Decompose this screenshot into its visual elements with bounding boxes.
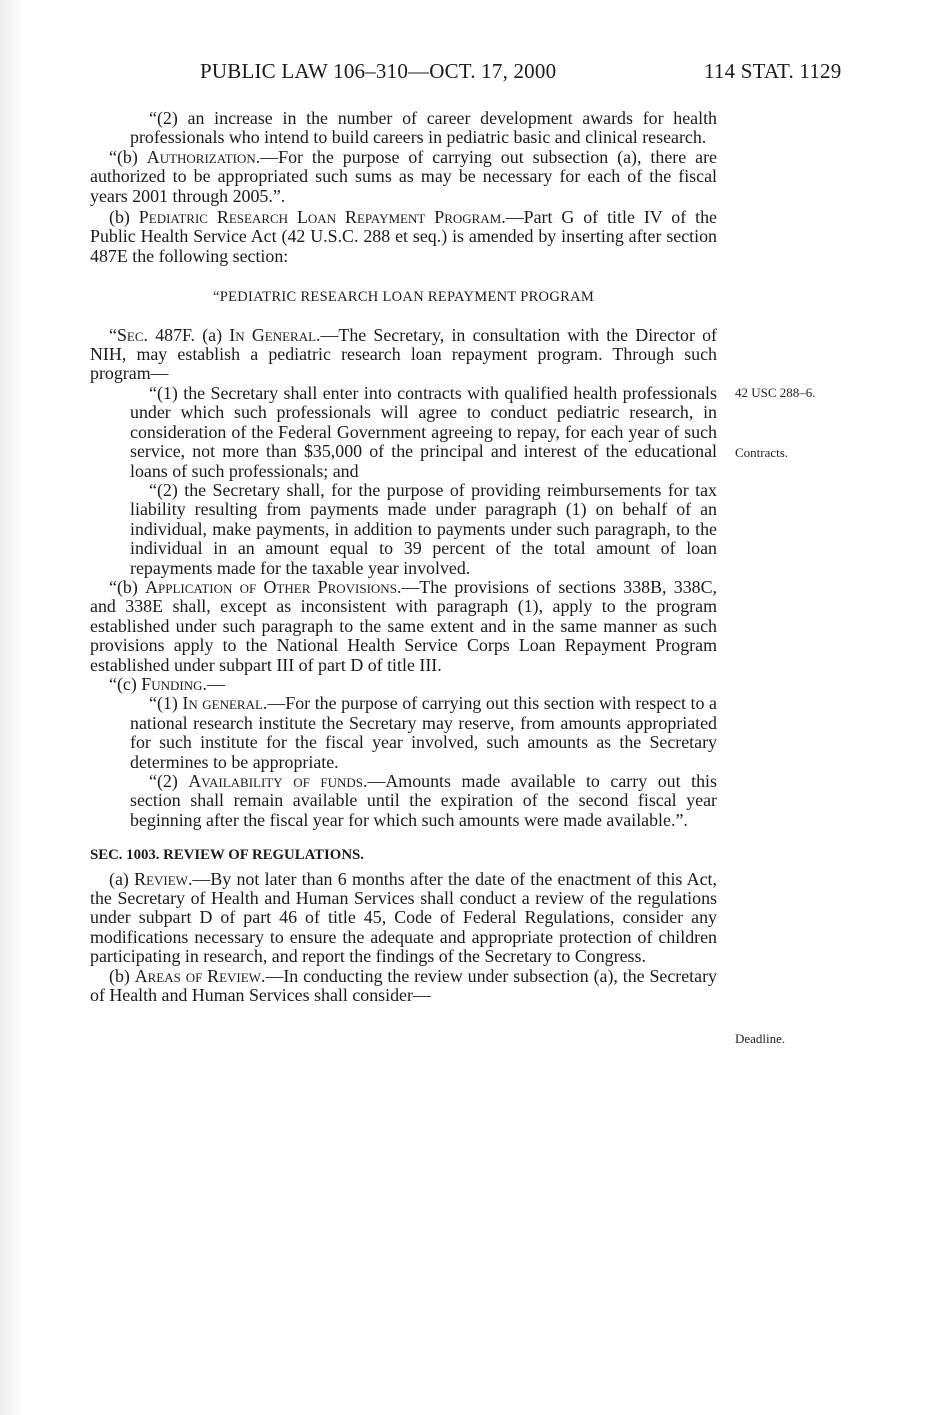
scan-edge-shadow bbox=[0, 0, 26, 1415]
paragraph-1-contracts: “(1) the Secretary shall enter into contracts with qualified health professionals under which such professionals will agree to conduct pediatric research, in consideration of the Federal Government agreeing to repay, for each year of such service, not more than $35,000 of the principal and interest of the educational loans of such professionals; and bbox=[130, 382, 717, 481]
heading-authorization: Authorization bbox=[146, 146, 256, 167]
paragraph-1-in-general: “(1) In general.—For the purpose of carrying out this section with respect to a national research institute the Secretary may reserve, from amounts appropriated for such institute for the fiscal year involved, such amounts as the Secretary determines to be appropriate. bbox=[130, 693, 717, 772]
paragraph-2-career-awards: “(2) an increase in the number of career development awards for health professionals who intend to build careers in pediatric basic and clinical research. bbox=[130, 108, 717, 148]
heading-availability: Availability of funds bbox=[188, 771, 363, 791]
paragraph-b-areas-of-review: (b) Areas of Review.—In conducting the review under subsection (a), the Secretary of Health and Human Services shall consider— bbox=[90, 965, 717, 1006]
page-number: 114 STAT. 1129 bbox=[704, 59, 842, 83]
heading-in-general-funding: In general bbox=[182, 693, 263, 714]
paragraph-2-availability: “(2) Availability of funds.—Amounts made available to carry out this section shall remain available until the expiration of the second fiscal year beginning after the fiscal year for which such amounts were made available.”. bbox=[130, 771, 717, 830]
heading-loan-program: Pediatric Research Loan Repayment Program bbox=[138, 207, 502, 228]
paragraph-c-funding: “(c) Funding.— bbox=[109, 673, 225, 694]
margin-note-usc: 42 USC 288–6. bbox=[735, 385, 816, 400]
heading-areas-of-review: Areas of Review bbox=[134, 965, 261, 986]
heading-other-provisions: Application of Other Provisions bbox=[145, 576, 397, 597]
paragraph-sec-487f: “Sec. 487F. (a) In General.—The Secretary, in consultation with the Director of NIH, may establish a pediatric research loan repayment program. Through such program— bbox=[90, 324, 718, 384]
paragraph-a-review: (a) Review.—By not later than 6 months after the date of the enactment of this Act, the Secretary of Health and Human Services shall conduct a review of the regulations under subpart D of part 46 of title 45, Code of Federal Regulations, consider any modifications necessary to ensure the adequate and appropriate protection of children participating in research, and report the findings of the Secretary to Congress. bbox=[90, 868, 717, 967]
heading-in-general: In General bbox=[229, 324, 317, 345]
heading-review: Review bbox=[134, 868, 188, 889]
paragraph-b-loan-program: (b) Pediatric Research Loan Repayment Program.—Part G of title IV of the Public Health Service Act (42 U.S.C. 288 et seq.) is amended by inserting after section 487E the following section: bbox=[90, 207, 717, 266]
paragraph-b-authorization: “(b) Authorization.—For the purpose of carrying out subsection (a), there are authorized to be appropriated such sums as may be necessary for each of the fiscal years 2001 through 2005.”. bbox=[90, 146, 717, 206]
running-title: PUBLIC LAW 106–310—OCT. 17, 2000 bbox=[200, 59, 557, 83]
program-center-heading: “PEDIATRIC RESEARCH LOAN REPAYMENT PROGRAM bbox=[212, 289, 595, 306]
section-1003-heading: SEC. 1003. REVIEW OF REGULATIONS. bbox=[90, 847, 364, 864]
paragraph-2-reimbursements: “(2) the Secretary shall, for the purpose of providing reimbursements for tax liability resulting from payments made under paragraph (1) on behalf of an individual, make payments, in addition to payments under such paragraph, to the individual in an amount equal to 39 percent of the total amount of loan repayments made for the taxable year involved. bbox=[130, 479, 717, 578]
paragraph-b-other-provisions: “(b) Application of Other Provisions.—The provisions of sections 338B, 338C, and 338E shall, except as inconsistent with paragraph (1), apply to the program established under such paragraph to the same extent and in the same manner as such provisions apply to the National Health Service Corps Loan Repayment Program established under subpart III of part D of title III. bbox=[90, 576, 717, 675]
margin-note-contracts: Contracts. bbox=[735, 445, 789, 460]
document-body bbox=[90, 109, 717, 1005]
margin-note-deadline: Deadline. bbox=[735, 1031, 786, 1046]
heading-funding: Funding bbox=[141, 673, 203, 694]
